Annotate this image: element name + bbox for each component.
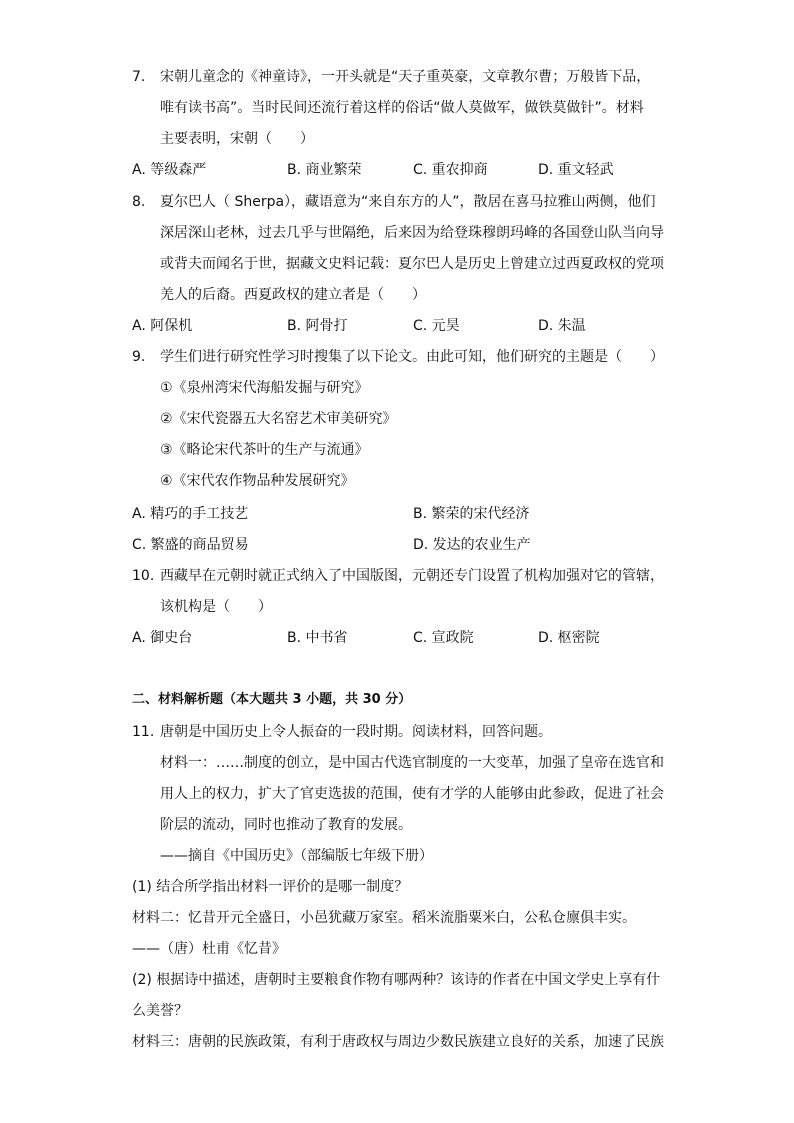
question-9-paper-2: ②《宋代瓷器五大名窑艺术审美研究》 <box>160 411 397 427</box>
question-11-sub-2-line-1: (2) 根据诗中描述，唐朝时主要粮食作物有哪两种？该诗的作者在中国文学史上享有什 <box>132 972 661 988</box>
question-9-option-c: C. 繁盛的商品贸易 <box>132 537 249 553</box>
question-11-intro: 唐朝是中国历史上令人振奋的一段时期。阅读材料，回答问题。 <box>160 724 552 740</box>
question-9-paper-1: ①《泉州湾宋代海船发掘与研究》 <box>160 380 369 396</box>
question-8-line-1: 夏尔巴人（ Sherpa），藏语意为“来自东方的人”，散居在喜马拉雅山两侧，他们 <box>160 194 656 210</box>
question-10-option-b: B. 中书省 <box>287 630 348 646</box>
question-8-option-d: D. 朱温 <box>538 318 586 334</box>
question-11-material-1-line-3: 阶层的流动，同时也推动了教育的发展。 <box>160 817 412 833</box>
question-8-line-4: 羌人的后裔。西夏政权的建立者是（ ） <box>160 287 426 303</box>
question-10-number: 10. <box>132 568 155 584</box>
question-11-material-1-line-1: 材料一：……制度的创立，是中国古代选官制度的一大变革，加强了皇帝在选官和 <box>160 755 664 771</box>
question-11-material-1-source: ——摘自《中国历史》（部编版七年级下册） <box>160 848 433 864</box>
question-11-material-1-line-2: 用人上的权力，扩大了官吏选拔的范围，使有才学的人能够由此参政，促进了社会 <box>160 786 664 802</box>
question-7-line-1: 宋朝儿童念的《神童诗》，一开头就是“天子重英豪，文章教尔曹；万般皆下品， <box>160 69 651 85</box>
question-8-option-a: A. 阿保机 <box>132 318 193 334</box>
question-9-option-d: D. 发达的农业生产 <box>413 537 531 553</box>
question-8-line-2: 深居深山老林，过去几乎与世隔绝，后来因为给登珠穆朗玛峰的各国登山队当向导 <box>160 225 664 241</box>
question-8-option-b: B. 阿骨打 <box>287 318 348 334</box>
question-9-line-1: 学生们进行研究性学习时搜集了以下论文。由此可知，他们研究的主题是（ ） <box>160 349 664 365</box>
section-2-heading: 二、材料解析题（本大题共 3 小题，共 30 分） <box>132 692 412 707</box>
question-7-number: 7. <box>132 69 146 85</box>
question-7-option-a: A. 等级森严 <box>132 162 207 178</box>
question-10-option-d: D. 枢密院 <box>538 630 600 646</box>
question-8-option-c: C. 元昊 <box>413 318 460 334</box>
question-7-option-b: B. 商业繁荣 <box>287 162 362 178</box>
question-9-option-b: B. 繁荣的宋代经济 <box>413 506 530 522</box>
question-8-number: 8. <box>132 194 146 210</box>
question-7-line-3: 主要表明，宋朝（ ） <box>160 131 314 147</box>
question-9-option-a: A. 精巧的手工技艺 <box>132 506 249 522</box>
question-10-line-1: 西藏早在元朝时就正式纳入了中国版图，元朝还专门设置了机构加强对它的管辖， <box>160 568 664 584</box>
question-8-line-3: 或背夫而闻名于世，据藏文史料记载：夏尔巴人是历史上曾建立过西夏政权的党项 <box>160 256 664 272</box>
question-9-paper-4: ④《宋代农作物品种发展研究》 <box>160 473 355 489</box>
question-11-material-3-line-1: 材料三：唐朝的民族政策，有利于唐政权与周边少数民族建立良好的关系，加速了民族 <box>132 1034 664 1050</box>
question-9-paper-3: ③《略论宋代茶叶的生产与流通》 <box>160 442 369 458</box>
question-11-number: 11. <box>132 724 155 740</box>
question-11-sub-2-line-2: 么美誉？ <box>132 1003 188 1019</box>
question-7-option-d: D. 重文轻武 <box>538 162 614 178</box>
question-9-number: 9. <box>132 349 146 365</box>
question-11-material-2-line-1: 材料二：忆昔开元全盛日，小邑犹藏万家室。稻米流脂粟米白，公私仓廪俱丰实。 <box>132 910 636 926</box>
question-11-material-2-source: ——（唐）杜甫《忆昔》 <box>132 941 286 957</box>
question-10-option-c: C. 宣政院 <box>413 630 474 646</box>
question-7-option-c: C. 重农抑商 <box>413 162 488 178</box>
question-10-line-2: 该机构是（ ） <box>160 599 272 615</box>
question-11-sub-1: (1) 结合所学指出材料一评价的是哪一制度？ <box>132 879 409 895</box>
question-7-line-2: 唯有读书高”。当时民间还流行着这样的俗话“做人莫做军，做铁莫做针”。材料 <box>160 100 644 116</box>
question-10-option-a: A. 御史台 <box>132 630 193 646</box>
